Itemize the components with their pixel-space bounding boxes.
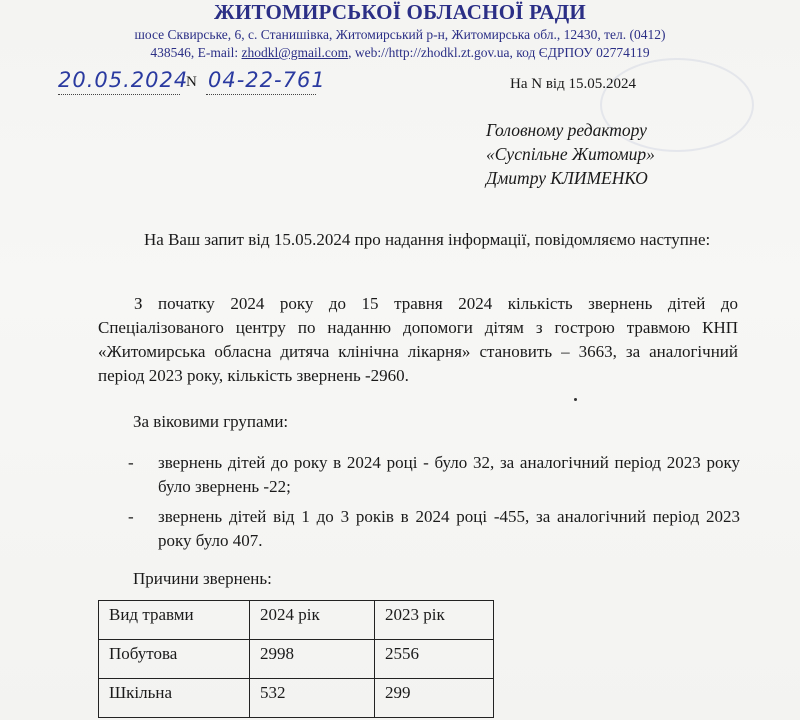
handwritten-registration-number: 04-22-761 bbox=[208, 68, 326, 92]
table-header-cell: Вид травми bbox=[99, 601, 250, 640]
addressee-position: Головному редактору bbox=[486, 120, 647, 140]
number-label: N bbox=[186, 74, 197, 90]
table-cell: Побутова bbox=[99, 640, 250, 679]
addressee-name: Дмитру КЛИМЕНКО bbox=[486, 168, 648, 188]
address-line-2-prefix: 438546, E-mail: bbox=[150, 45, 242, 60]
table-header-cell: 2023 рік bbox=[375, 601, 494, 640]
list-item bbox=[128, 451, 740, 499]
table-cell: 532 bbox=[250, 679, 375, 718]
table-cell: Шкільна bbox=[99, 679, 250, 718]
organization-address bbox=[40, 26, 760, 62]
address-line-2-suffix: , web://http://zhodkl.zt.gov.ua, код ЄДРПОУ 02774119 bbox=[348, 45, 650, 60]
bullet-dash: - bbox=[128, 453, 134, 472]
list-item bbox=[128, 505, 740, 553]
causes-table bbox=[98, 600, 494, 718]
table-cell: 2998 bbox=[250, 640, 375, 679]
age-groups-list bbox=[128, 451, 740, 559]
reply-reference: На N від 15.05.2024 bbox=[510, 76, 636, 92]
handwritten-registration-date: 20.05.2024 bbox=[58, 68, 189, 92]
date-dotted-line bbox=[58, 94, 180, 95]
list-item-text: звернень дітей від 1 до 3 років в 2024 році -455, за аналогічний період 2023 року було 407. bbox=[158, 507, 740, 550]
organization-name: ЖИТОМИРСЬКОЇ ОБЛАСНОЇ РАДИ bbox=[214, 0, 586, 24]
age-groups-heading: За віковими групами: bbox=[133, 412, 289, 431]
addressee-block bbox=[486, 118, 655, 190]
intro-paragraph: На Ваш запит від 15.05.2024 про надання інформації, повідомляємо наступне: bbox=[144, 230, 711, 249]
address-line-1: шосе Сквирське, 6, с. Станишівка, Житомирський р-н, Житомирська обл., 12430, тел. (0412) bbox=[134, 27, 666, 42]
table-header-row bbox=[99, 601, 494, 640]
number-dotted-line bbox=[206, 94, 316, 95]
table-row bbox=[99, 679, 494, 718]
address-line-2 bbox=[40, 44, 760, 62]
causes-heading: Причини звернень: bbox=[133, 569, 272, 588]
statistics-paragraph: З початку 2024 року до 15 травня 2024 кількість звернень дітей до Спеціалізованого центру по наданню допомоги дітям з гострою травмою КНП «Житомирська обласна дитяча клінічна лікарня» становить – 3663, за аналогічний період 2023 року, кількість звернень -2960. bbox=[98, 294, 738, 385]
stray-ink-dot bbox=[574, 398, 577, 401]
table-cell: 299 bbox=[375, 679, 494, 718]
table-row bbox=[99, 640, 494, 679]
table-header-cell: 2024 рік bbox=[250, 601, 375, 640]
email-link[interactable]: zhodkl@gmail.com bbox=[241, 45, 349, 60]
list-item-text: звернень дітей до року в 2024 році - було 32, за аналогічний період 2023 року було звернень -22; bbox=[158, 453, 740, 496]
bullet-dash: - bbox=[128, 507, 134, 526]
table-cell: 2556 bbox=[375, 640, 494, 679]
addressee-organization: «Суспільне Житомир» bbox=[486, 144, 655, 164]
